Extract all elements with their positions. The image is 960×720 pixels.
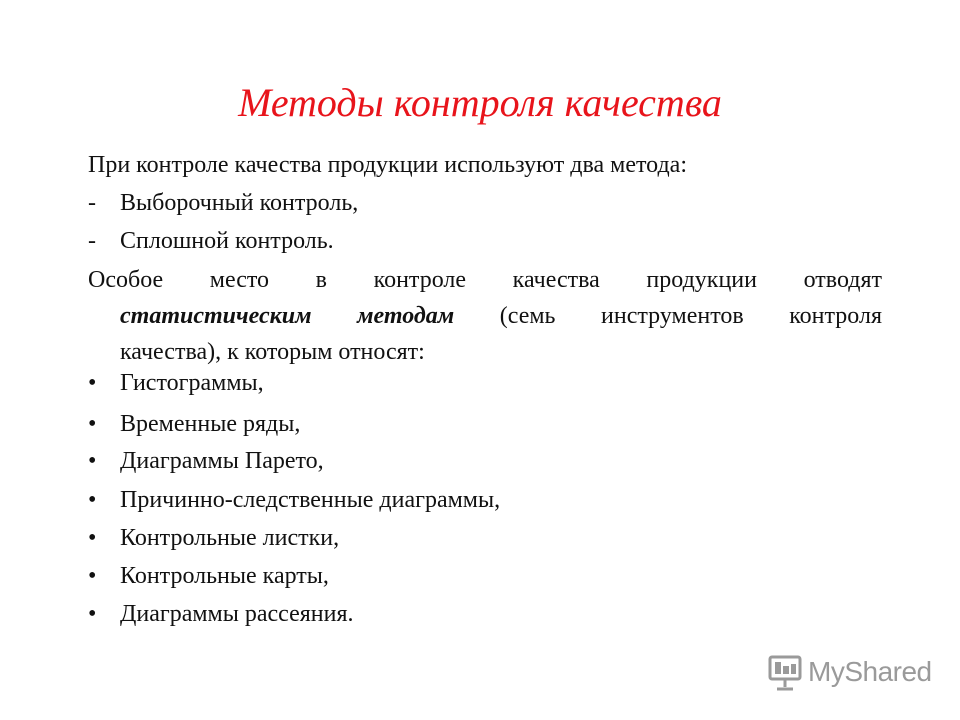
paragraph-line [88, 298, 882, 334]
emphasis-text: статистическим методам [120, 303, 455, 329]
list-item-text: Причинно-следственные диаграммы, [120, 487, 501, 513]
bullet-marker: • [88, 487, 97, 513]
bullet-marker: • [88, 448, 97, 474]
dash-marker: - [88, 228, 96, 254]
paragraph-line: Особое место в контроле качества продукции отводят [88, 267, 882, 293]
list-item-text: Контрольные листки, [120, 525, 340, 551]
presentation-board-icon [766, 654, 804, 692]
paragraph-line: качества), к которым относят: [120, 339, 425, 365]
bullet-marker: • [88, 370, 97, 396]
list-item-text: Диаграммы Парето, [120, 448, 324, 474]
list-item-text: Выборочный контроль, [120, 190, 359, 216]
list-item-text: Сплошной контроль. [120, 228, 334, 254]
dash-marker: - [88, 190, 96, 216]
bullet-marker: • [88, 411, 97, 437]
myshared-watermark [766, 652, 932, 692]
list-item-text: Гистограммы, [120, 370, 264, 396]
statistics-paragraph [88, 262, 882, 370]
watermark-text: MyShared [808, 656, 932, 687]
bullet-marker: • [88, 563, 97, 589]
paragraph-line-rest: (семь инструментов контроля [499, 303, 882, 329]
bullet-marker: • [88, 525, 97, 551]
list-item-text: Временные ряды, [120, 411, 301, 437]
intro-text: При контроле качества продукции используют два метода: [88, 152, 687, 178]
slide-title: Методы контроля качества [238, 80, 722, 125]
list-item-text: Диаграммы рассеяния. [120, 601, 354, 627]
list-item-text: Контрольные карты, [120, 563, 329, 589]
bullet-marker: • [88, 601, 97, 627]
